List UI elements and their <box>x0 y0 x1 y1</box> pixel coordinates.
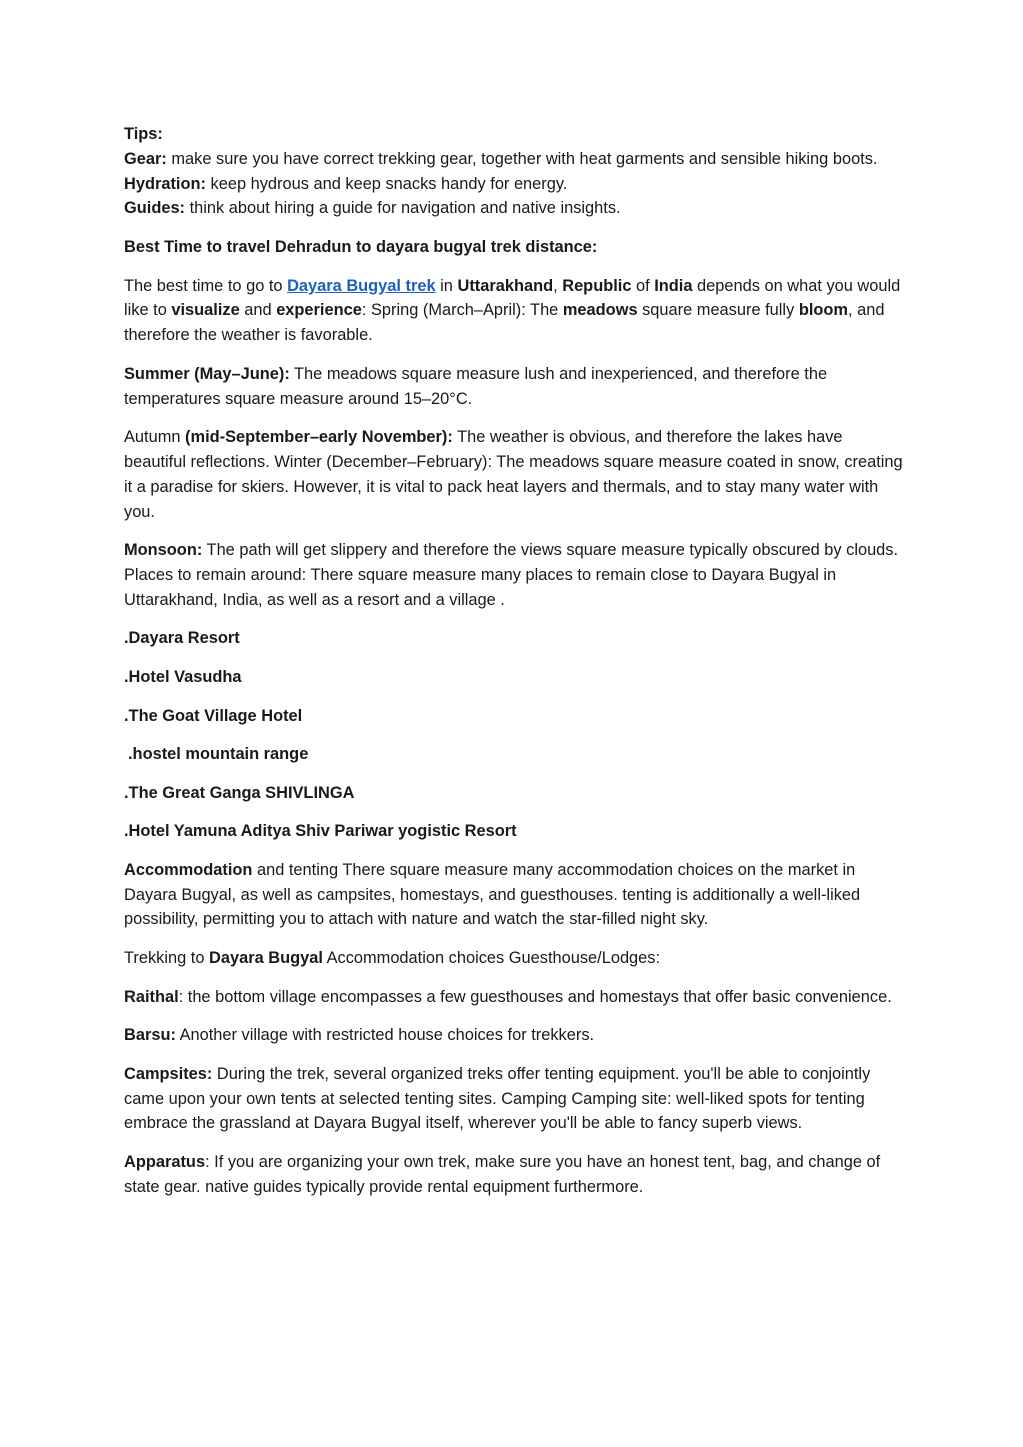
tip-guides-label: Guides: <box>124 199 186 218</box>
tip-guides <box>124 196 904 221</box>
accommodation-label: Accommodation <box>124 860 253 879</box>
tip-hydration-text: keep hydrous and keep snacks handy for energy. <box>205 174 568 193</box>
apparatus-label: Apparatus <box>124 1153 206 1172</box>
best-time-paragraph: The best time to go to Dayara Bugyal trek in Uttarakhand, Republic of India depends on what you would like to visualize and experience: Spring (March–April): The meadows square measure fully bloom, and therefore the weather is favorable. <box>124 276 901 345</box>
autumn-label: (mid-September–early November): <box>185 428 453 447</box>
place-item: .The Goat Village Hotel <box>124 706 303 725</box>
accommodation-paragraph: Accommodation and tenting There square measure many accommodation choices on the market in Dayara Bugyal, as well as campsites, homestays, and guesthouses. tenting is additionally a well-liked possibility, permitting you to attach with nature and watch the star-filled night sky. <box>124 860 861 929</box>
barsu-label: Barsu: <box>124 1026 176 1045</box>
tip-guides-text: think about hiring a guide for navigation and native insights. <box>185 199 621 218</box>
monsoon-label: Monsoon: <box>124 541 203 560</box>
place-item: .Dayara Resort <box>124 629 240 648</box>
place-item: .The Great Ganga SHIVLINGA <box>124 783 355 802</box>
dayara-bugyal-trek-link[interactable]: Dayara Bugyal trek <box>287 276 436 295</box>
monsoon-paragraph: Monsoon: The path will get slippery and therefore the views square measure typically obscured by clouds. Places to remain around: There square measure many places to remain close to Dayara Bugyal in Uttarakhand, India, as well as a resort and a village . <box>124 541 899 609</box>
tip-hydration <box>124 172 904 197</box>
place-item: .Hotel Vasudha <box>124 667 242 686</box>
trekking-label: Dayara Bugyal <box>209 949 323 968</box>
campsites-label: Campsites: <box>124 1064 213 1083</box>
raithal-paragraph: Raithal: the bottom village encompasses a few guesthouses and homestays that offer basic convenience. <box>124 987 892 1006</box>
summer-paragraph: Summer (May–June): The meadows square measure lush and inexperienced, and therefore the temperatures square measure around 15–20°C. <box>124 364 828 408</box>
apparatus-paragraph: Apparatus: If you are organizing your own trek, make sure you have an honest tent, bag, and change of state gear. native guides typically provide rental equipment furthermore. <box>124 1153 881 1196</box>
tip-gear-label: Gear: <box>124 149 167 168</box>
place-item: .Hotel Yamuna Aditya Shiv Pariwar yogistic Resort <box>124 822 517 841</box>
trekking-paragraph: Trekking to Dayara Bugyal Accommodation choices Guesthouse/Lodges: <box>124 949 661 968</box>
tips-heading: Tips: <box>124 125 163 143</box>
tip-hydration-label: Hydration: <box>124 174 206 193</box>
campsites-paragraph: Campsites: During the trek, several organized treks offer tenting equipment. you'll be able to conjointly came upon your own tents at selected tenting sites. Camping Camping site: well-liked spots for tenting embrace the grassland at Dayara Bugyal itself, wherever you'll be able to fancy superb views. <box>124 1064 871 1133</box>
place-item: .hostel mountain range <box>128 745 309 764</box>
summer-label: Summer (May–June): <box>124 364 290 383</box>
autumn-paragraph: Autumn (mid-September–early November): The weather is obvious, and therefore the lakes have beautiful reflections. Winter (December–February): The meadows square measure coated in snow, creating it a paradise for skiers. However, it is vital to pack heat layers and thermals, and to stay many water with you. <box>124 428 903 521</box>
raithal-label: Raithal <box>124 987 179 1006</box>
document-page <box>124 122 904 1213</box>
barsu-paragraph: Barsu: Another village with restricted house choices for trekkers. <box>124 1026 595 1045</box>
tip-gear-text: make sure you have correct trekking gear, together with heat garments and sensible hiking boots. <box>166 149 878 168</box>
tips-section <box>124 122 904 221</box>
tip-gear <box>124 147 904 172</box>
best-time-heading: Best Time to travel Dehradun to dayara bugyal trek distance: <box>124 237 598 256</box>
